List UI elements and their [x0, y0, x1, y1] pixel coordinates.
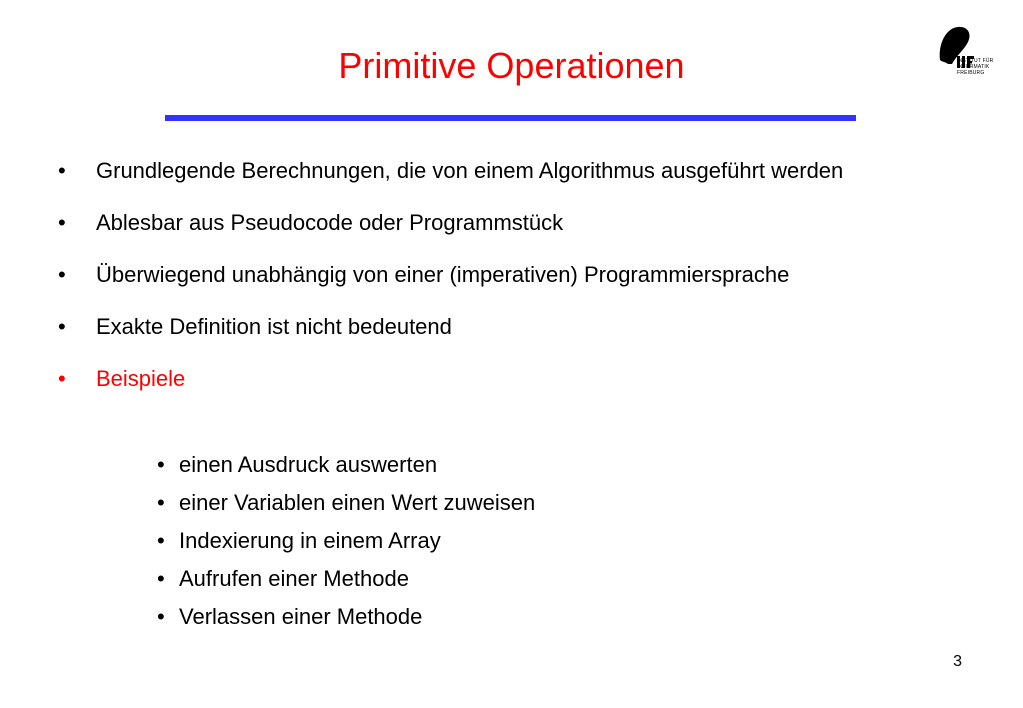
- sub-bullet-marker: •: [157, 566, 165, 591]
- bullet-item-examples: [58, 360, 958, 398]
- sub-bullet-text: Indexierung in einem Array: [179, 528, 441, 553]
- sub-bullet-marker: •: [157, 490, 165, 515]
- sub-bullet-item: [157, 560, 535, 598]
- bullet-text: Grundlegende Berechnungen, die von einem Algorithmus ausgeführt werden: [96, 158, 844, 183]
- sub-bullet-text: einer Variablen einen Wert zuweisen: [179, 490, 536, 515]
- bullet-item: [58, 204, 958, 242]
- logo-line: FREIBURG: [957, 70, 985, 76]
- example-sub-list: [157, 446, 535, 636]
- sub-bullet-item: [157, 598, 535, 636]
- logo-caption: [957, 58, 997, 76]
- sub-bullet-marker: •: [157, 528, 165, 553]
- sub-bullet-item: [157, 522, 535, 560]
- bullet-item: [58, 256, 958, 294]
- bullet-text: Exakte Definition ist nicht bedeutend: [96, 314, 452, 339]
- main-bullet-list: [58, 152, 958, 412]
- sub-bullet-item: [157, 446, 535, 484]
- slide-title: Primitive Operationen: [338, 45, 685, 86]
- bullet-text: Beispiele: [96, 366, 186, 391]
- bullet-text: Überwiegend unabhängig von einer (imperativen) Programmiersprache: [96, 262, 790, 287]
- sub-bullet-text: einen Ausdruck auswerten: [179, 452, 438, 477]
- logo-line: INFORMATIK: [957, 64, 990, 70]
- bullet-marker: •: [58, 158, 66, 183]
- sub-bullet-marker: •: [157, 452, 165, 477]
- bullet-text: Ablesbar aus Pseudocode oder Programmstück: [96, 210, 564, 235]
- sub-bullet-item: [157, 484, 535, 522]
- bullet-item: [58, 308, 958, 346]
- page-number: 3: [953, 653, 962, 670]
- bullet-marker: •: [58, 314, 66, 339]
- sub-bullet-text: Aufrufen einer Methode: [179, 566, 409, 591]
- bullet-marker: •: [58, 262, 66, 287]
- bullet-marker: •: [58, 366, 66, 391]
- bullet-marker: •: [58, 210, 66, 235]
- bullet-item: [58, 152, 958, 190]
- sub-bullet-text: Verlassen einer Methode: [179, 604, 423, 629]
- logo-line: INSTITUT FÜR: [957, 58, 994, 64]
- title-underline: [165, 115, 856, 121]
- sub-bullet-marker: •: [157, 604, 165, 629]
